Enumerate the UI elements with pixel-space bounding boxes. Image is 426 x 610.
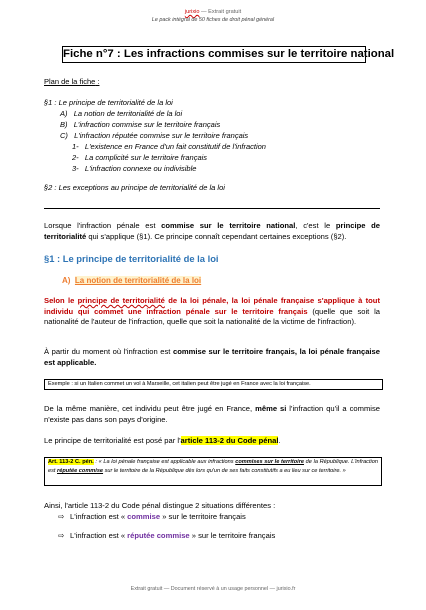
divider [44, 208, 380, 209]
arrow-right-icon: ⇨ [58, 512, 65, 521]
subsection-a-heading: A) La notion de territorialité de la loi [62, 276, 202, 285]
plan-heading: Plan de la fiche : [44, 77, 100, 86]
plan-item-a: A) La notion de territorialité de la loi [60, 109, 183, 118]
moment-paragraph: À partir du moment où l'infraction est commise sur le territoire français, la loi pénale française est applicable. [44, 347, 380, 367]
bullet-commise: ⇨ L'infraction est « commise » sur le territoire français [58, 512, 246, 521]
header-line-1 [0, 9, 426, 15]
plan-item-c: C) L'infraction réputée commise sur le territoire français [60, 131, 249, 140]
bullet-reputee-commise: ⇨ L'infraction est « réputée commise » sur le territoire français [58, 531, 276, 540]
arrow-right-icon: ⇨ [58, 531, 65, 540]
plan-item-section-1: §1 : Le principe de territorialité de la loi [44, 98, 173, 107]
rule-paragraph: Selon le principe de territorialité de la loi pénale, la loi pénale française s'applique à tout individu qui commet une infraction pénale sur le territoire français (quelle que soit la nationalité de l'auteur de l'infraction, quelle que soit la nationalité de la victime de l'infraction). [44, 296, 380, 327]
example-box: Exemple : si un Italien commet un vol à Marseille, cet italien peut être jugé en France avec la loi française. [44, 379, 383, 390]
plan-item-c3: 3- L'infraction connexe ou indivisible [72, 164, 197, 173]
section-1-heading: §1 : Le principe de territorialité de la loi [44, 253, 219, 264]
brand-name: jurixio [184, 9, 200, 15]
plan-item-section-2: §2 : Les exceptions au principe de territorialité de la loi [44, 183, 225, 192]
meme-paragraph: De la même manière, cet individu peut être jugé en France, même si l'infraction qu'il a commise n'existe pas dans son pays d'origine. [44, 404, 380, 424]
plan-item-b: B) L'infraction commise sur le territoire français [60, 120, 221, 129]
pose-paragraph: Le principe de territorialité est posé par l'article 113-2 du Code pénal. [44, 436, 281, 445]
header-suffix: — Extrait gratuit [199, 9, 242, 15]
plan-item-c2: 2- La complicité sur le territoire français [72, 153, 208, 162]
page-title: Fiche n°7 : Les infractions commises sur le territoire national [62, 46, 366, 63]
header-subtitle: Le pack intégral de 50 fiches de droit pénal général [151, 17, 275, 23]
intro-paragraph: Lorsque l'infraction pénale est commise sur le territoire national, c'est le principe de territorialité qui s'applique (§1). Ce principe connaît cependant certaines exceptions (§2). [44, 221, 380, 241]
plan-item-c1: 1- L'existence en France d'un fait constitutif de l'infraction [72, 142, 266, 151]
ainsi-paragraph: Ainsi, l'article 113-2 du Code pénal distingue 2 situations différentes : [44, 501, 276, 510]
article-quote-box: Art. 113-2 C. pén. : « La loi pénale française est applicable aux infractions commises sur le territoire de la République. L'infraction est réputée commise sur le territoire de la République dès lors qu'un de ses faits constitutifs a eu lieu sur ce territoire. » [44, 457, 382, 486]
footer: Extrait gratuit — Document réservé à un usage personnel — jurixio.fr [130, 586, 296, 592]
